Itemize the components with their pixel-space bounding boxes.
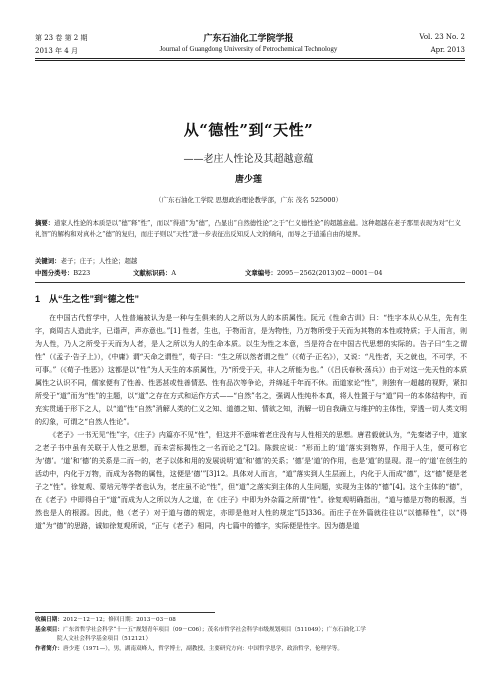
- header-rule-thin: [35, 60, 465, 61]
- paragraph-2: 《老子》一书无见“性”字，《庄子》内篇亦不见“性”，但这并不意味着老庄没有与人性相关的思想。唐君毅就认为，“先秦诸子中，道家之老子书中虽有关联于人性之思想，而未尝标揭性之一名而论之”[2]。陈鼓应说：“形而上的‘道’落实到物界，作用于人生，便可称它为‘德’。‘道’和‘德’的关系是二而一的，老子以体和用的发展说明‘道’和‘德’的关系；‘德’是‘道’的作用，也是‘道’的显现。混一的‘道’在创生的活动中，内化于万物，而成为各物的属性，这便是‘德’”[3]12。具体对人而言，“道”落实到人生层面上，内化于人而成“德”，这“德”便是老子之“性”。徐复观、蒙培元等学者也认为，老庄虽不论“性”，但“道”之落实到主体的人生问题，实现为主体的“德”[4]。这个主体的“德”，在《老子》中即得自于“道”而成为人之所以为人之道，在《庄子》中即为外杂篇之所谓“性”。徐复观明确指出，“道与德是万物的根源，当然也是人的根源。因此，他（老子）对于道与德的规定，亦即是他对人性的规定”[5]336。而庄子在外篇就往往以“以德释性”，以“得道”为“德”的思路，诚如徐复观所说，“正与《老子》相同，内七篇中的德字，实际便是性字。因为德是道: [35, 430, 467, 530]
- clc-number: [35, 268, 90, 277]
- fund-info-cont: [35, 635, 467, 645]
- section-number: 1: [35, 294, 41, 304]
- paragraph-1: 在中国古代哲学中，人性普遍被认为是一种与生俱来的人之所以为人的本质属性。阮元《性命古训》曰：“性字本从心从生，先有生字，商周古人造此字，已谐声，声亦意也。”[1] 性者，生也，于物而言，是为物性，乃万物所受于天而为其物的本性或特质；于人而言，则为人性，乃人之所受于天而为人者，是人之所以为人的生命本质。以生为性之本意，当是符合在中国古代思想的实际的。告子曰“生之谓性”（《孟子·告子上》），《中庸》谓“天命之谓性”，荀子曰：“生之所以然者谓之性”（《荀子·正名》），又说：“凡性者，天之就也，不可学，不可事。”（《荀子·性恶》）这都是以“性”为人天生的本质属性，乃“所受于天，非人之所能为也。”（《吕氏春秋·荡兵》）由于对这一先天性的本质属性之认识不同，儒家便有了性善、性恶甚或性善情恶、性有品次等争论，并绵延千年而不休。而道家论“性”，则独有一超越的视野，紧扣所受于“道”而为“性”的主题，以“道”之存在方式和运作方式——“自然”名之，强调人性纯朴本真，将人性置于与“道”同一的本体结构中，而充实贯通于形下之人，以“道”性“自然”消解人类的仁义之知、道德之知、情欲之知，消解一切自我确立与维护的主体性，穿透一切人类文明的幻象，可谓之“自然人性论”。: [35, 313, 467, 426]
- received-value: 2012－12－12；修回日期：2013－03－08: [62, 617, 176, 623]
- doc-code-value: A: [171, 269, 176, 277]
- clc-label: 中图分类号：: [35, 270, 74, 277]
- abstract-divider: [35, 282, 465, 283]
- keywords: [35, 256, 137, 265]
- fund-line-1: 广东省哲学社会科学“十一五”规划青年项目（09－C06）；茂名市哲学社会科学市级规划项目（511049）；广东石油化工学: [62, 626, 366, 633]
- keywords-label: 关键词：: [35, 258, 61, 265]
- running-header: [0, 0, 497, 90]
- document-code: [133, 268, 176, 277]
- abstract-label: 摘要：: [35, 220, 55, 227]
- doc-code-label: 文献标识码：: [133, 270, 172, 277]
- section-heading: [35, 292, 139, 305]
- author-bio-label: 作者简介：: [35, 645, 63, 652]
- volume-issue-en: Vol. 23 No. 2: [419, 33, 465, 41]
- date-cn: 2013 年 4 月: [35, 47, 78, 55]
- keywords-text: 老子；庄子；人性论；超越: [60, 257, 138, 265]
- article-id-label: 文章编号：: [245, 270, 277, 277]
- author-bio: [35, 645, 467, 655]
- volume-issue-cn: 第 23 卷 第 2 期: [35, 34, 88, 42]
- journal-title-cn: 广东石油化工学院学报: [203, 34, 294, 44]
- section-title: 从“生之性”到“德之性”: [49, 294, 140, 304]
- body-text: [35, 311, 467, 532]
- abstract-text: 道家人性论的本质是以“德”释“性”，而以“得道”为“德”，凸显出“自然德性论”之于“仁义德性论”的超越意蕴。这种超越在老子那里表现为对“仁义礼智”的解构和对真朴之“德”的复归，而庄子则以“天性”进一步表征出反知反人文的倾向，而导之于逍遥自由的境界。: [35, 219, 461, 239]
- received-date: [35, 616, 467, 626]
- fund-label: 基金项目：: [35, 626, 63, 633]
- article-id: [245, 268, 382, 277]
- article-id-value: 2095－2562(2013)02－0001－04: [276, 269, 383, 277]
- abstract: [35, 218, 465, 239]
- clc-value: B223: [73, 269, 91, 277]
- fund-info: [35, 626, 467, 636]
- footnote: [35, 616, 467, 654]
- author-bio-text: 唐少莲（1971—），男，湖南双峰人，哲学博士，副教授，主要研究方向：中国哲学思学，政治哲学，伦理学等。: [62, 645, 343, 652]
- date-en: Apr. 2013: [430, 46, 465, 54]
- received-label: 收稿日期：: [35, 617, 63, 623]
- author-affiliation: （广东石油化工学院 思想政治理论教学部，广东 茂名 525000）: [154, 196, 342, 204]
- journal-title-en: Journal of Guangdong University of Petrochemical Technology: [159, 45, 338, 53]
- fund-line-2: 院人文社会科学基金项目（512121）: [57, 636, 152, 643]
- header-rule: [35, 58, 465, 59]
- article-title: 从“德性”到“天性”: [183, 121, 314, 139]
- author-name: 唐少莲: [234, 174, 262, 184]
- article-subtitle: ——老庄人性论及其超越意蕴: [183, 154, 314, 165]
- footnote-divider: [35, 612, 215, 613]
